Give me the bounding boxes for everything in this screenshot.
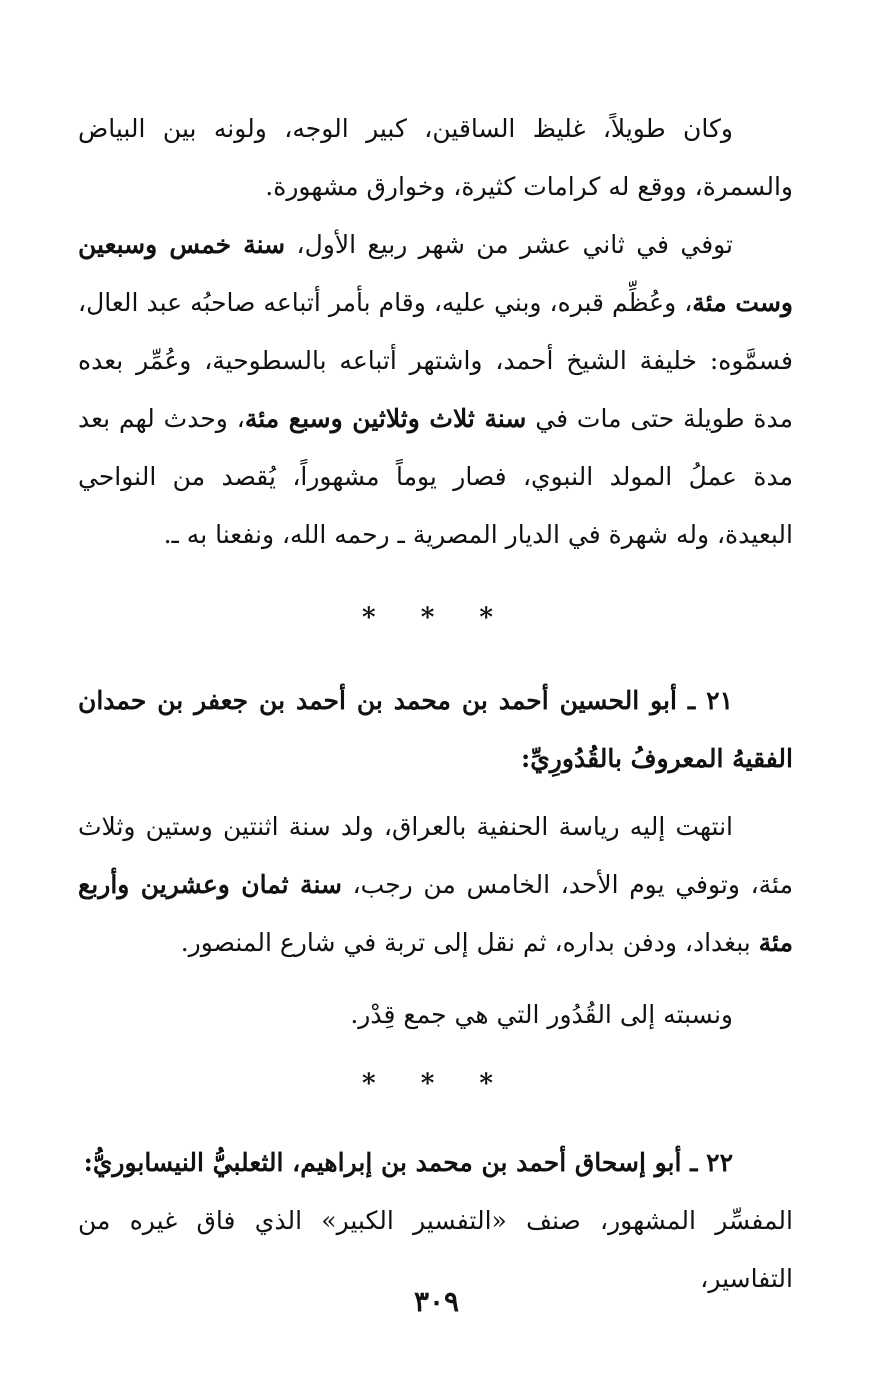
entry-21-heading — [78, 672, 793, 788]
entry-21-body — [78, 798, 793, 972]
successor-death-year-bold: سنة ثلاث وثلاثين وسبع مئة — [244, 404, 527, 433]
paragraph-text: ببغداد، ودفن بداره، ثم نقل إلى تربة في شارع المنصور. — [180, 928, 759, 957]
entry-heading-text: ٢٢ ـ أبو إسحاق أحمد بن محمد بن إبراهيم، الثعلبيُّ النيسابوريُّ: — [83, 1148, 733, 1177]
paragraph-text: المفسِّر المشهور، صنف «التفسير الكبير» الذي فاق غيره من التفاسير، — [78, 1206, 793, 1293]
entry-21-nisba — [78, 986, 793, 1044]
death-year-bold: سنة خمس وسبعين وست مئة — [78, 230, 793, 317]
section-divider: * * * — [362, 1069, 511, 1099]
paragraph-text: ، وعُظِّم قبره، وبني عليه، وقام بأمر أتباعه صاحبُه عبد العال، فسمَّوه: خليفة الشيخ أحمد، واشتهر أتباعه بالسطوحية، وعُمِّر بعده مدة طويلة حتى مات في — [78, 288, 794, 433]
paragraph-text: ونسبته إلى القُدُور التي هي جمع قِدْر. — [350, 1000, 733, 1029]
paragraph-text: ، وحدث لهم بعد مدة عملُ المولد النبوي، فصار يوماً مشهوراً، يُقصد من النواحي البعيدة، وله شهرة في الديار المصرية ـ رحمه الله، ونفعنا به ـ. — [78, 404, 793, 549]
death-year-bold: سنة ثمان وعشرين وأربع مئة — [78, 870, 793, 957]
section-divider: * * * — [362, 603, 511, 633]
paragraph-death — [78, 216, 793, 564]
paragraph-text: انتهت إليه رياسة الحنفية بالعراق، ولد سنة اثنتين وستين وثلاث مئة، وتوفي يوم الأحد، الخامس من رجب، — [78, 812, 793, 899]
page-number: ٣٠٩ — [413, 1285, 460, 1318]
paragraph-text: توفي في ثاني عشر من شهر ربيع الأول، — [285, 230, 734, 259]
entry-22-heading — [78, 1134, 793, 1192]
entry-heading-text: ٢١ ـ أبو الحسين أحمد بن محمد بن أحمد بن جعفر بن حمدان الفقيهُ المعروفُ بالقُدُورِيِّ: — [78, 686, 793, 773]
paragraph-description — [78, 100, 793, 216]
paragraph-text: وكان طويلاً، غليظ الساقين، كبير الوجه، ولونه بين البياض والسمرة، ووقع له كرامات كثيرة، وخوارق مشهورة. — [78, 114, 793, 201]
